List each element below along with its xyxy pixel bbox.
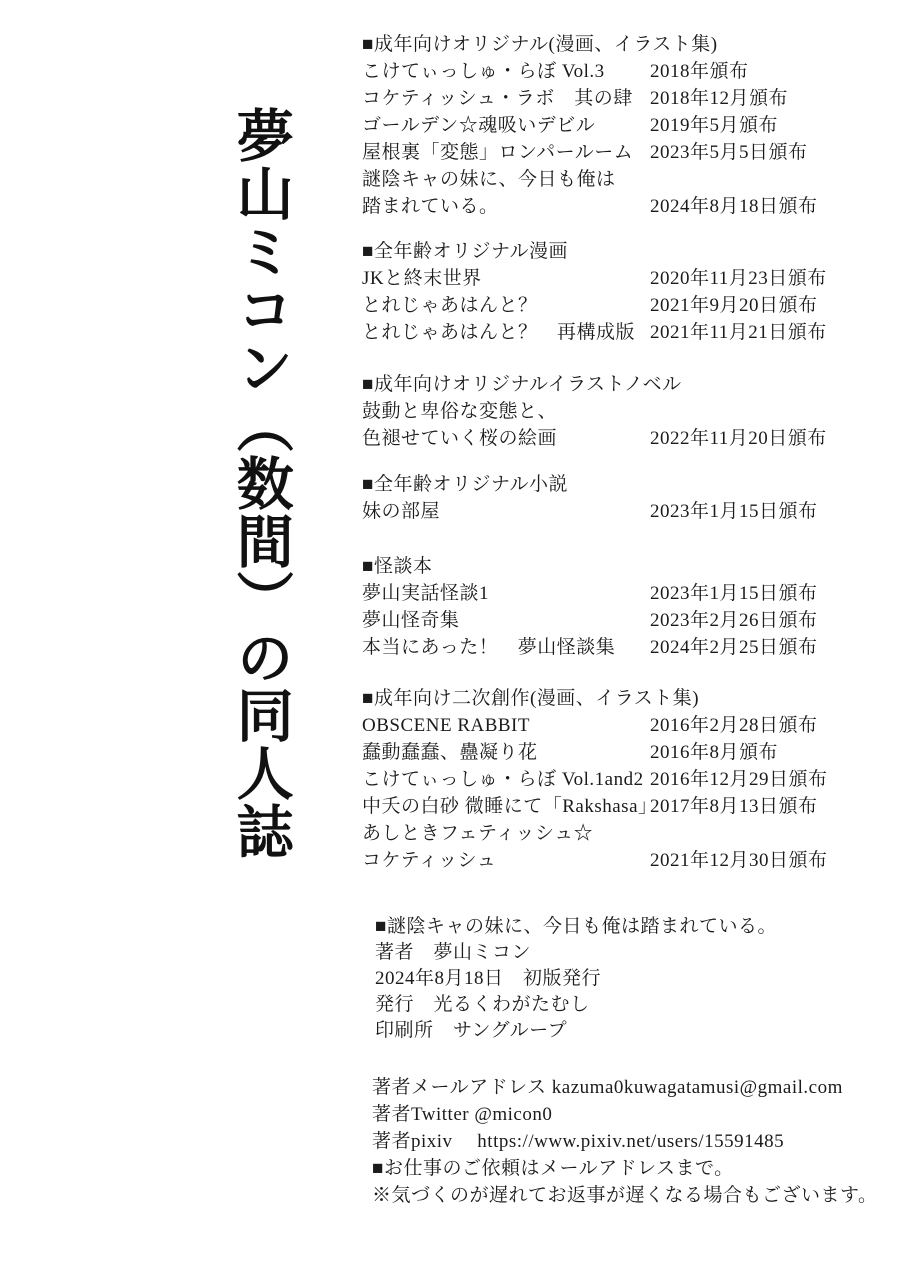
work-date: 2024年2月25日頒布 [650,637,818,658]
section-rows [362,58,887,220]
section-adult-derivative [362,685,887,874]
work-title: あしときフェティッシュ☆ [362,823,594,844]
colophon-line: 2024年8月18日 初版発行 [375,968,602,989]
work-row [362,634,887,661]
contact-line: 著者Twitter @micon0 [372,1104,553,1125]
work-title: 色褪せていく桜の絵画 [362,428,558,449]
work-date: 2021年12月30日頒布 [650,850,828,871]
work-row [362,85,887,112]
colophon-line: ■謎陰キャの妹に、今日も俺は踏まれている。 [375,916,777,937]
section-adult-original [362,31,887,220]
section-header: ■成年向けオリジナルイラストノベル [362,374,682,395]
work-date: 2017年8月13日頒布 [650,796,818,817]
work-title: 踏まれている。 [362,196,499,217]
work-row [362,265,887,292]
section-header: ■全年齢オリジナル漫画 [362,241,569,262]
work-date: 2024年8月18日頒布 [650,196,818,217]
work-row [362,820,887,847]
work-title: コケティッシュ [362,850,497,871]
work-row [362,166,887,193]
vertical-book-title: 夢山ミコン（数間）の同人誌 [227,106,294,860]
work-row [362,425,887,452]
contact-line: 著者pixiv https://www.pixiv.net/users/15591485 [372,1131,785,1152]
work-row [362,319,887,346]
work-row [362,193,887,220]
work-row [362,292,887,319]
work-row [362,712,887,739]
work-date: 2019年5月頒布 [650,115,779,136]
section-adult-illust-novel [362,371,887,452]
work-date: 2021年11月21日頒布 [650,322,827,343]
colophon-line: 印刷所 サングループ [375,1020,568,1041]
work-title: コケティッシュ・ラボ 其の肆 [362,88,633,109]
work-title: 夢山怪奇集 [362,610,460,631]
work-title: 本当にあった！ 夢山怪談集 [362,637,616,658]
work-title: 屋根裏「変態」ロンパールーム [362,142,634,163]
work-date: 2018年12月頒布 [650,88,789,109]
work-date: 2022年11月20日頒布 [650,428,827,449]
work-title: 妹の部屋 [362,501,441,522]
work-title: 蠢動蠢蠢、蠱凝り花 [362,742,538,763]
works-list-column [362,31,887,1209]
section-allages-manga [362,238,887,346]
work-date: 2021年9月20日頒布 [650,295,818,316]
work-row [362,398,887,425]
contact-line: 著者メールアドレス kazuma0kuwagatamusi@gmail.com [372,1077,843,1098]
work-row [362,766,887,793]
work-date: 2018年頒布 [650,61,749,82]
section-header: ■成年向けオリジナル(漫画、イラスト集) [362,34,718,55]
work-row [362,607,887,634]
section-rows [362,580,887,661]
work-title: 中夭の白砂 微睡にて「Rakshasa」 [362,796,658,817]
work-title: 夢山実話怪談1 [362,583,490,604]
work-row [362,498,887,525]
work-title: 謎陰キャの妹に、今日も俺は [362,169,616,190]
work-date: 2016年12月29日頒布 [650,769,828,790]
work-title: ゴールデン☆魂吸いデビル [362,115,596,136]
work-date: 2020年11月23日頒布 [650,268,827,289]
work-date: 2023年1月15日頒布 [650,583,818,604]
work-title: こけてぃっしゅ・らぼ Vol.1and2 [362,769,644,790]
section-rows [362,498,887,525]
work-title: とれじゃあはんと？ [362,295,538,316]
section-header: ■成年向け二次創作(漫画、イラスト集) [362,688,700,709]
section-header: ■全年齢オリジナル小説 [362,474,569,495]
work-title: とれじゃあはんと？ 再構成版 [362,322,636,343]
work-row [362,112,887,139]
contact-line: ※気づくのが遅れてお返事が遅くなる場合もございます。 [372,1185,878,1206]
colophon-block [375,914,887,1044]
work-title: 鼓動と卑俗な変態と、 [362,401,558,422]
work-date: 2023年1月15日頒布 [650,501,818,522]
section-rows [362,712,887,874]
section-kaidan-books [362,553,887,661]
work-date: 2023年2月26日頒布 [650,610,818,631]
work-date: 2023年5月5日頒布 [650,142,808,163]
work-title: JKと終末世界 [362,268,482,289]
work-row [362,847,887,874]
section-allages-novel [362,471,887,525]
work-title: OBSCENE RABBIT [362,715,530,736]
section-header: ■怪談本 [362,556,433,577]
work-title: こけてぃっしゅ・らぼ Vol.3 [362,61,605,82]
work-date: 2016年8月頒布 [650,742,779,763]
work-date: 2016年2月28日頒布 [650,715,818,736]
work-row [362,580,887,607]
work-row [362,139,887,166]
colophon-line: 著者 夢山ミコン [375,942,532,963]
work-row [362,793,887,820]
section-rows [362,265,887,346]
contact-block [372,1074,887,1209]
contact-line: ■お仕事のご依頼はメールアドレスまで。 [372,1158,734,1179]
work-row [362,58,887,85]
work-row [362,739,887,766]
colophon-line: 発行 光るくわがたむし [375,994,590,1015]
section-rows [362,398,887,452]
